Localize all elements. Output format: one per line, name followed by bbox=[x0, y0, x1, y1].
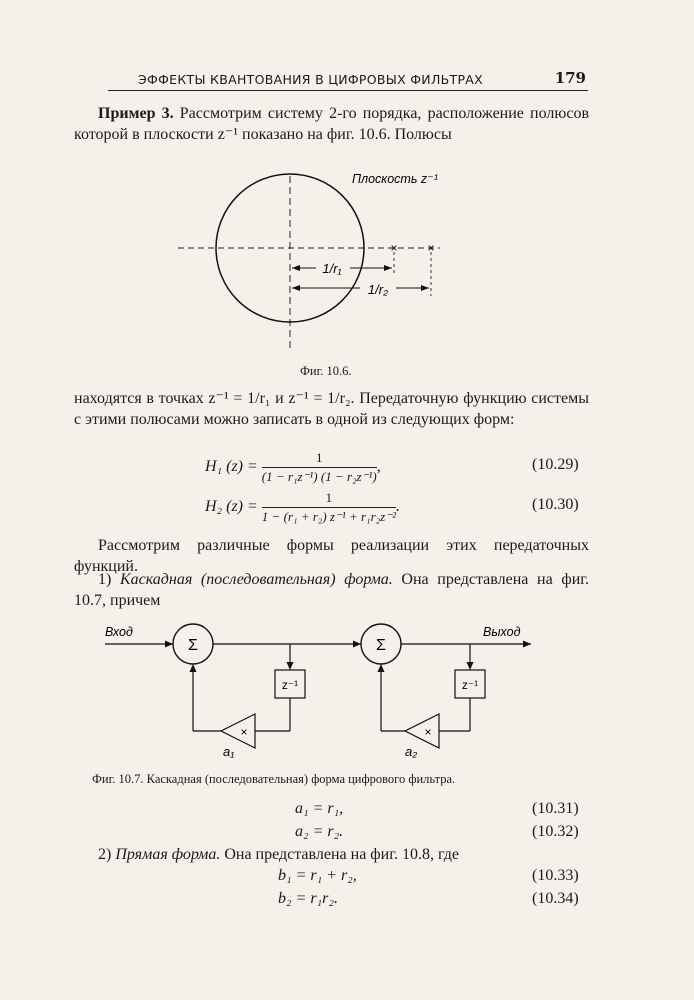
cascade-title: Каскадная (последовательная) форма. bbox=[119, 571, 393, 588]
eq29-number: (10.29) bbox=[532, 456, 579, 473]
equation-10-31: a₁ = r₁, bbox=[295, 800, 344, 817]
eq30-tail: . bbox=[395, 498, 400, 516]
dim-arrow-1-left bbox=[292, 265, 300, 271]
cascade-text: Она представлена на фиг. 10.7, причем bbox=[74, 571, 590, 609]
coef-a2: a₂ bbox=[405, 744, 418, 759]
eq33-number: (10.33) bbox=[532, 867, 579, 884]
equation-10-32: a₂ = r₂. bbox=[295, 823, 344, 840]
delay-label-1: z⁻¹ bbox=[281, 678, 299, 692]
mult-symbol-1: × bbox=[240, 725, 248, 739]
equation-10-29 bbox=[205, 450, 381, 485]
eq32-number: (10.32) bbox=[532, 823, 579, 840]
paragraph-direct bbox=[74, 845, 589, 866]
paragraph-forms-text: Рассмотрим различные формы реализации этих передаточных функций. bbox=[74, 537, 589, 575]
paragraph-poles: находятся в точках z⁻¹ = 1/r₁ и z⁻¹ = 1/r₂. Передаточную функцию системы с этими полюсами можно записать в одной из следующих форм: bbox=[74, 390, 589, 428]
eq30-number: (10.30) bbox=[532, 496, 579, 513]
cascade-number: 1) bbox=[98, 571, 120, 588]
dim-arrow-1-right bbox=[384, 265, 392, 271]
arrow-feedback-2 bbox=[378, 664, 385, 672]
arrow-feedback-1 bbox=[190, 664, 197, 672]
plane-label: Плоскость z⁻¹ bbox=[352, 172, 438, 186]
eq29-denominator: (1 − r₁z⁻¹) (1 − r₂z⁻¹) bbox=[261, 469, 377, 484]
mult-symbol-2: × bbox=[424, 725, 432, 739]
paragraph-example-3 bbox=[74, 104, 589, 145]
eq29-tail: , bbox=[376, 458, 381, 476]
paragraph-text: Рассмотрим систему 2-го порядка, расположение полюсов которой в плоскости z⁻¹ показано на фиг. 10.6. Полюсы bbox=[74, 105, 589, 143]
dim-label-1: 1/r₁ bbox=[322, 261, 342, 276]
equation-10-33: b₁ = r₁ + r₂, bbox=[278, 867, 357, 884]
example-lead: Пример 3. bbox=[98, 105, 174, 122]
arrow-out bbox=[523, 641, 531, 648]
sum-symbol-2: Σ bbox=[376, 637, 386, 654]
delay-label-2: z⁻¹ bbox=[461, 678, 479, 692]
eq30-numerator: 1 bbox=[325, 490, 333, 505]
paragraph-cascade bbox=[74, 570, 589, 611]
multiplier-2 bbox=[405, 714, 439, 748]
eq29-numerator: 1 bbox=[316, 450, 323, 465]
pole-1-marker: × bbox=[390, 241, 398, 255]
arrow-in bbox=[165, 641, 173, 648]
figure-10-7-caption: Фиг. 10.7. Каскадная (последовательная) форма цифрового фильтра. bbox=[92, 772, 456, 786]
equation-10-34: b₂ = r₁r₂. bbox=[278, 890, 338, 907]
eq29-lhs: H₁ (z) = bbox=[205, 458, 262, 476]
input-label: Вход bbox=[105, 625, 133, 639]
pole-2-marker: × bbox=[427, 241, 435, 255]
arrow-delay-2 bbox=[467, 662, 474, 670]
eq34-number: (10.34) bbox=[532, 890, 579, 907]
page-number: 179 bbox=[554, 69, 586, 87]
figure-10-6-caption: Фиг. 10.6. bbox=[300, 364, 352, 378]
eq31-number: (10.31) bbox=[532, 800, 579, 817]
running-head-title: ЭФФЕКТЫ КВАНТОВАНИЯ В ЦИФРОВЫХ ФИЛЬТРАХ bbox=[138, 72, 484, 87]
dim-arrow-2-left bbox=[292, 285, 300, 291]
direct-title: Прямая форма. bbox=[115, 846, 221, 863]
coef-a1: a₁ bbox=[223, 744, 235, 759]
arrow-mid bbox=[353, 641, 361, 648]
arrow-delay-1 bbox=[287, 662, 294, 670]
figure-10-6 bbox=[170, 168, 470, 358]
dim-arrow-2-right bbox=[421, 285, 429, 291]
running-head bbox=[108, 70, 588, 91]
eq30-lhs: H₂ (z) = bbox=[205, 498, 262, 516]
multiplier-1 bbox=[221, 714, 255, 748]
sum-symbol-1: Σ bbox=[188, 637, 198, 654]
direct-text: Она представлена на фиг. 10.8, где bbox=[220, 846, 459, 863]
output-label: Выход bbox=[483, 625, 521, 639]
eq30-denominator: 1 − (r₁ + r₂) z⁻¹ + r₁r₂z⁻² bbox=[261, 509, 396, 524]
direct-number: 2) bbox=[98, 846, 116, 863]
figure-10-7 bbox=[105, 618, 545, 768]
equation-10-30 bbox=[205, 490, 400, 525]
dim-label-2: 1/r₂ bbox=[367, 282, 389, 297]
